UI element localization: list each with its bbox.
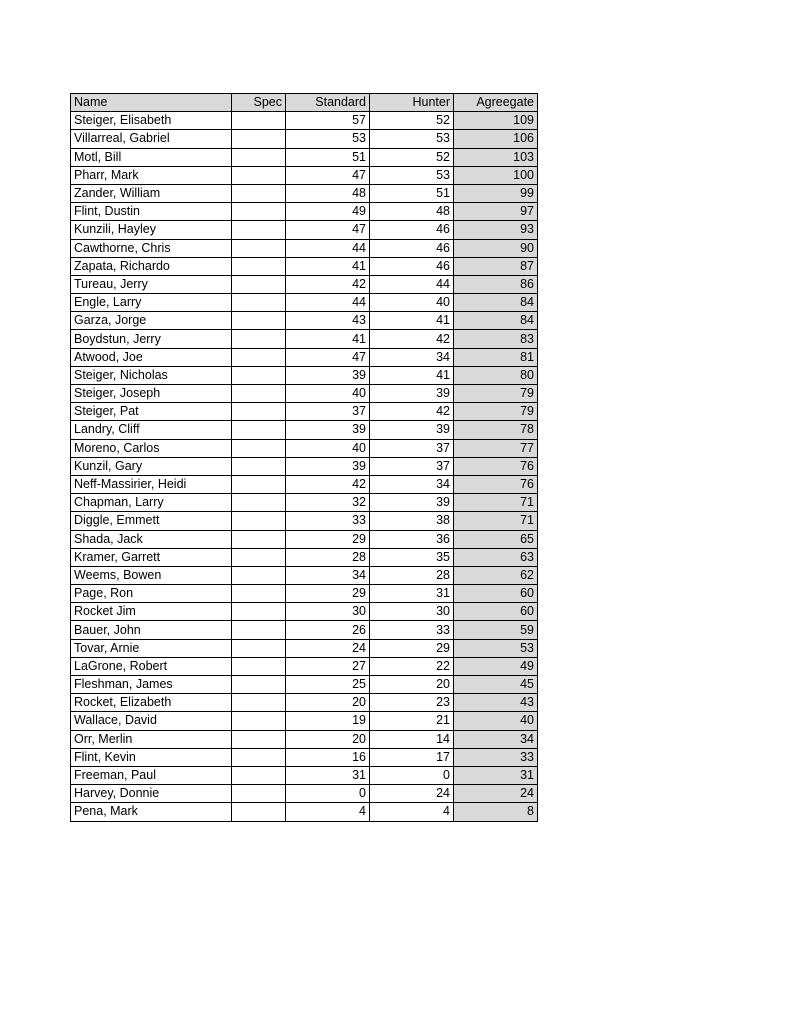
cell-name: Shada, Jack [71,530,232,548]
table-row [71,494,538,512]
cell-name: Diggle, Emmett [71,512,232,530]
cell-aggregate: 59 [454,621,538,639]
table-row [71,239,538,257]
table-row [71,603,538,621]
cell-aggregate: 99 [454,184,538,202]
cell-aggregate: 43 [454,694,538,712]
cell-spec [232,566,286,584]
cell-aggregate: 24 [454,785,538,803]
table-row [71,403,538,421]
cell-standard: 49 [286,203,370,221]
cell-spec [232,730,286,748]
cell-spec [232,457,286,475]
cell-hunter: 39 [370,494,454,512]
cell-hunter: 4 [370,803,454,821]
cell-name: Chapman, Larry [71,494,232,512]
cell-hunter: 42 [370,403,454,421]
table-row [71,530,538,548]
cell-hunter: 40 [370,294,454,312]
cell-spec [232,385,286,403]
cell-standard: 53 [286,130,370,148]
cell-hunter: 46 [370,221,454,239]
table-row [71,112,538,130]
cell-standard: 20 [286,694,370,712]
cell-spec [232,112,286,130]
cell-aggregate: 80 [454,366,538,384]
cell-aggregate: 71 [454,512,538,530]
cell-aggregate: 71 [454,494,538,512]
cell-standard: 42 [286,475,370,493]
cell-standard: 41 [286,330,370,348]
cell-name: Villarreal, Gabriel [71,130,232,148]
cell-spec [232,766,286,784]
cell-hunter: 53 [370,166,454,184]
table-row [71,366,538,384]
header-name: Name [71,94,232,112]
cell-hunter: 29 [370,639,454,657]
cell-standard: 16 [286,748,370,766]
table-row [71,766,538,784]
cell-name: Page, Ron [71,585,232,603]
cell-standard: 39 [286,366,370,384]
cell-standard: 31 [286,766,370,784]
cell-standard: 33 [286,512,370,530]
cell-aggregate: 53 [454,639,538,657]
cell-hunter: 37 [370,457,454,475]
cell-spec [232,348,286,366]
cell-spec [232,130,286,148]
cell-spec [232,712,286,730]
cell-hunter: 37 [370,439,454,457]
cell-standard: 39 [286,457,370,475]
cell-spec [232,657,286,675]
cell-standard: 44 [286,239,370,257]
cell-name: LaGrone, Robert [71,657,232,675]
cell-spec [232,803,286,821]
cell-name: Steiger, Elisabeth [71,112,232,130]
cell-hunter: 46 [370,239,454,257]
cell-spec [232,239,286,257]
cell-standard: 37 [286,403,370,421]
table-row [71,275,538,293]
table-row [71,712,538,730]
cell-hunter: 52 [370,112,454,130]
table-row [71,730,538,748]
cell-standard: 26 [286,621,370,639]
cell-aggregate: 109 [454,112,538,130]
table-row [71,785,538,803]
cell-aggregate: 65 [454,530,538,548]
cell-spec [232,221,286,239]
table-row [71,694,538,712]
cell-name: Freeman, Paul [71,766,232,784]
header-standard: Standard [286,94,370,112]
cell-aggregate: 97 [454,203,538,221]
cell-spec [232,548,286,566]
table-row [71,621,538,639]
cell-aggregate: 33 [454,748,538,766]
header-aggregate: Agreegate [454,94,538,112]
cell-standard: 24 [286,639,370,657]
cell-name: Neff-Massirier, Heidi [71,475,232,493]
table-row [71,457,538,475]
cell-spec [232,257,286,275]
table-row [71,566,538,584]
cell-spec [232,184,286,202]
cell-spec [232,530,286,548]
cell-standard: 48 [286,184,370,202]
cell-aggregate: 76 [454,457,538,475]
cell-hunter: 51 [370,184,454,202]
cell-aggregate: 62 [454,566,538,584]
cell-spec [232,330,286,348]
cell-name: Kunzil, Gary [71,457,232,475]
cell-name: Rocket, Elizabeth [71,694,232,712]
cell-standard: 41 [286,257,370,275]
cell-aggregate: 60 [454,585,538,603]
cell-name: Weems, Bowen [71,566,232,584]
cell-spec [232,785,286,803]
cell-name: Kunzili, Hayley [71,221,232,239]
cell-hunter: 0 [370,766,454,784]
table-row [71,639,538,657]
cell-name: Zapata, Richardo [71,257,232,275]
cell-name: Fleshman, James [71,676,232,694]
cell-aggregate: 79 [454,385,538,403]
cell-standard: 47 [286,221,370,239]
cell-standard: 51 [286,148,370,166]
table-row [71,221,538,239]
cell-standard: 0 [286,785,370,803]
cell-hunter: 28 [370,566,454,584]
cell-hunter: 52 [370,148,454,166]
cell-aggregate: 100 [454,166,538,184]
cell-hunter: 21 [370,712,454,730]
cell-spec [232,694,286,712]
cell-name: Flint, Dustin [71,203,232,221]
cell-aggregate: 84 [454,312,538,330]
cell-name: Wallace, David [71,712,232,730]
table-row [71,385,538,403]
cell-aggregate: 87 [454,257,538,275]
cell-spec [232,294,286,312]
cell-aggregate: 31 [454,766,538,784]
table-row [71,475,538,493]
cell-hunter: 31 [370,585,454,603]
cell-name: Boydstun, Jerry [71,330,232,348]
cell-standard: 29 [286,530,370,548]
cell-standard: 34 [286,566,370,584]
table-row [71,312,538,330]
cell-aggregate: 93 [454,221,538,239]
cell-aggregate: 63 [454,548,538,566]
cell-aggregate: 78 [454,421,538,439]
cell-spec [232,603,286,621]
cell-standard: 47 [286,166,370,184]
table-row [71,148,538,166]
cell-name: Steiger, Nicholas [71,366,232,384]
cell-aggregate: 84 [454,294,538,312]
cell-standard: 4 [286,803,370,821]
cell-standard: 25 [286,676,370,694]
cell-spec [232,748,286,766]
cell-name: Engle, Larry [71,294,232,312]
table-row [71,748,538,766]
cell-standard: 27 [286,657,370,675]
cell-name: Tovar, Arnie [71,639,232,657]
cell-spec [232,639,286,657]
cell-aggregate: 106 [454,130,538,148]
cell-name: Landry, Cliff [71,421,232,439]
cell-aggregate: 86 [454,275,538,293]
cell-hunter: 30 [370,603,454,621]
cell-name: Kramer, Garrett [71,548,232,566]
cell-hunter: 36 [370,530,454,548]
cell-aggregate: 103 [454,148,538,166]
cell-name: Moreno, Carlos [71,439,232,457]
cell-spec [232,203,286,221]
cell-standard: 30 [286,603,370,621]
cell-name: Atwood, Joe [71,348,232,366]
cell-aggregate: 60 [454,603,538,621]
header-hunter: Hunter [370,94,454,112]
cell-hunter: 23 [370,694,454,712]
cell-spec [232,585,286,603]
cell-hunter: 38 [370,512,454,530]
cell-name: Orr, Merlin [71,730,232,748]
cell-standard: 44 [286,294,370,312]
table-row [71,294,538,312]
table-row [71,421,538,439]
cell-standard: 20 [286,730,370,748]
cell-name: Pena, Mark [71,803,232,821]
cell-hunter: 41 [370,366,454,384]
cell-standard: 39 [286,421,370,439]
cell-spec [232,148,286,166]
table-row [71,348,538,366]
header-spec: Spec [232,94,286,112]
cell-spec [232,475,286,493]
cell-spec [232,512,286,530]
table-row [71,257,538,275]
cell-spec [232,494,286,512]
cell-name: Tureau, Jerry [71,275,232,293]
cell-standard: 29 [286,585,370,603]
table-row [71,166,538,184]
cell-hunter: 39 [370,385,454,403]
cell-name: Zander, William [71,184,232,202]
table-row [71,657,538,675]
cell-hunter: 53 [370,130,454,148]
cell-standard: 19 [286,712,370,730]
cell-hunter: 39 [370,421,454,439]
cell-hunter: 42 [370,330,454,348]
cell-spec [232,403,286,421]
cell-aggregate: 76 [454,475,538,493]
cell-spec [232,676,286,694]
table-row [71,548,538,566]
cell-hunter: 22 [370,657,454,675]
cell-aggregate: 83 [454,330,538,348]
cell-name: Bauer, John [71,621,232,639]
cell-standard: 32 [286,494,370,512]
cell-spec [232,366,286,384]
cell-name: Steiger, Pat [71,403,232,421]
cell-hunter: 35 [370,548,454,566]
cell-aggregate: 79 [454,403,538,421]
cell-hunter: 17 [370,748,454,766]
cell-name: Steiger, Joseph [71,385,232,403]
cell-name: Flint, Kevin [71,748,232,766]
cell-name: Pharr, Mark [71,166,232,184]
cell-aggregate: 90 [454,239,538,257]
cell-aggregate: 45 [454,676,538,694]
cell-hunter: 34 [370,475,454,493]
cell-spec [232,275,286,293]
cell-hunter: 24 [370,785,454,803]
cell-hunter: 20 [370,676,454,694]
cell-standard: 47 [286,348,370,366]
cell-hunter: 48 [370,203,454,221]
table-row [71,330,538,348]
cell-name: Rocket Jim [71,603,232,621]
cell-aggregate: 40 [454,712,538,730]
header-row [71,94,538,112]
cell-hunter: 46 [370,257,454,275]
table-row [71,676,538,694]
cell-standard: 42 [286,275,370,293]
table-row [71,203,538,221]
cell-standard: 28 [286,548,370,566]
cell-standard: 40 [286,439,370,457]
cell-spec [232,421,286,439]
cell-hunter: 41 [370,312,454,330]
cell-name: Cawthorne, Chris [71,239,232,257]
cell-aggregate: 8 [454,803,538,821]
cell-name: Motl, Bill [71,148,232,166]
cell-hunter: 14 [370,730,454,748]
cell-aggregate: 77 [454,439,538,457]
cell-aggregate: 81 [454,348,538,366]
cell-standard: 43 [286,312,370,330]
table-row [71,585,538,603]
cell-standard: 40 [286,385,370,403]
table-body [71,112,538,821]
cell-name: Garza, Jorge [71,312,232,330]
cell-standard: 57 [286,112,370,130]
cell-hunter: 33 [370,621,454,639]
table-row [71,803,538,821]
cell-name: Harvey, Donnie [71,785,232,803]
table-row [71,184,538,202]
cell-aggregate: 49 [454,657,538,675]
score-table [70,93,538,822]
cell-spec [232,312,286,330]
cell-spec [232,166,286,184]
table-row [71,130,538,148]
cell-hunter: 44 [370,275,454,293]
cell-aggregate: 34 [454,730,538,748]
table-row [71,439,538,457]
table-row [71,512,538,530]
cell-hunter: 34 [370,348,454,366]
cell-spec [232,621,286,639]
cell-spec [232,439,286,457]
